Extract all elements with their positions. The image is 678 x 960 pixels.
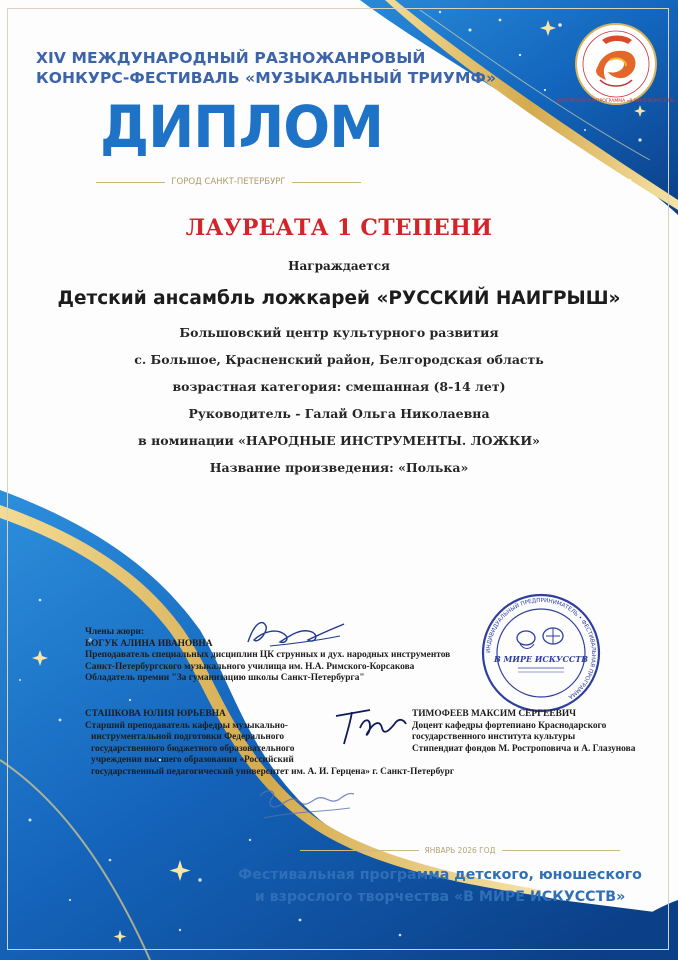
jury-member-3 [412,709,635,755]
detail-line: с. Большое, Красненский район, Белгородская область [134,352,544,367]
jury-member-detail: учреждения высшего образования «Российский [91,755,294,766]
city-line [96,177,361,187]
issue-date: ЯНВАРЬ 2026 ГОД [424,846,496,855]
festival-program [230,864,650,908]
city-label: ГОРОД САНКТ-ПЕТЕРБУРГ [171,177,286,187]
jury-member-detail: государственного института культуры [412,732,576,743]
festival-program-line1: Фестивальная программа детского, юношеского [238,867,642,883]
festival-logo-icon [556,18,676,114]
composition-line: Название произведения: «Полька» [209,460,469,475]
date-line [300,846,620,855]
contest-header-line1: XIV МЕЖДУНАРОДНЫЙ РАЗНОЖАНРОВЫЙ [36,49,426,67]
city-divider-right [292,182,361,183]
jury-member-detail: Санкт-Петербургского музыкального училища им. Н.А. Римского-Корсакова [85,661,415,672]
jury-member-name: ТИМОФЕЕВ МАКСИМ СЕРГЕЕВИЧ [412,709,577,719]
jury-member-detail: Доцент кафедры фортепиано Краснодарского [412,720,607,731]
jury-member-1 [85,627,450,685]
jury-member-detail: Обладатель премии "За гуманизацию школы Санкт-Петербурга" [85,673,365,684]
official-stamp [480,592,602,714]
jury-member-detail: государственного бюджетного образовательного [91,743,295,754]
date-divider-right [502,850,621,851]
detail-line: Руководитель - Галай Ольга Николаевна [188,406,490,421]
contest-header [36,48,496,88]
nomination-line: в номинации «НАРОДНЫЕ ИНСТРУМЕНТЫ. ЛОЖКИ» [138,433,540,448]
signature-stashkova [250,782,360,828]
jury-member-detail: государственный педагогический университет им. А. И. Герцена» г. Санкт-Петербург [91,766,455,777]
svg-text:ИНДИВИДУАЛЬНЫЙ ПРЕДПРИНИМАТЕЛЬ: ИНДИВИДУАЛЬНЫЙ ПРЕДПРИНИМАТЕЛЬ • ФЕСТИВАЛЬНАЯ ПРОГРАММА [485,597,597,700]
jury-member-detail: Стипендиат фондов М. Ростроповича и А. Глазунова [412,743,636,754]
awarded-label: Награждается [288,259,390,273]
jury-member-name: БОГУК АЛИНА ИВАНОВНА [85,638,213,649]
contest-header-line2: КОНКУРС-ФЕСТИВАЛЬ «МУЗЫКАЛЬНЫЙ ТРИУМФ» [36,69,497,87]
jury-label: Члены жюри: [85,627,145,637]
jury-member-name: СТАШКОВА ЮЛИЯ ЮРЬЕВНА [85,709,226,719]
city-divider-left [96,182,165,183]
festival-program-line2: и взрослого творчества «В МИРЕ ИСКУССТВ» [254,889,626,905]
recipient-name: Детский ансамбль ложкарей «РУССКИЙ НАИГРЫШ» [57,288,621,309]
jury-member-detail: Старший преподаватель кафедры музыкально- [85,720,288,731]
detail-line: возрастная категория: смешанная (8-14 лет) [172,379,506,394]
svg-text:В МИРЕ ИСКУССТВ: В МИРЕ ИСКУССТВ [493,654,589,664]
jury-member-detail: инструментальной подготовки Федерального [91,732,285,743]
jury-member-detail: Преподаватель специальных дисциплин ЦК струнных и дух. народных инструментов [85,650,451,661]
diploma-title: ДИПЛОМ [100,93,384,161]
date-divider-left [300,850,419,851]
award-degree: ЛАУРЕАТА 1 СТЕПЕНИ [185,215,493,241]
jury-member-2 [85,709,454,779]
svg-text:ФЕСТИВАЛЬНАЯ ПРОГРАММА «В МИРЕ: ФЕСТИВАЛЬНАЯ ПРОГРАММА «В МИРЕ ИСКУССТВ» [556,99,676,104]
detail-line: Большовский центр культурного развития [179,325,499,340]
